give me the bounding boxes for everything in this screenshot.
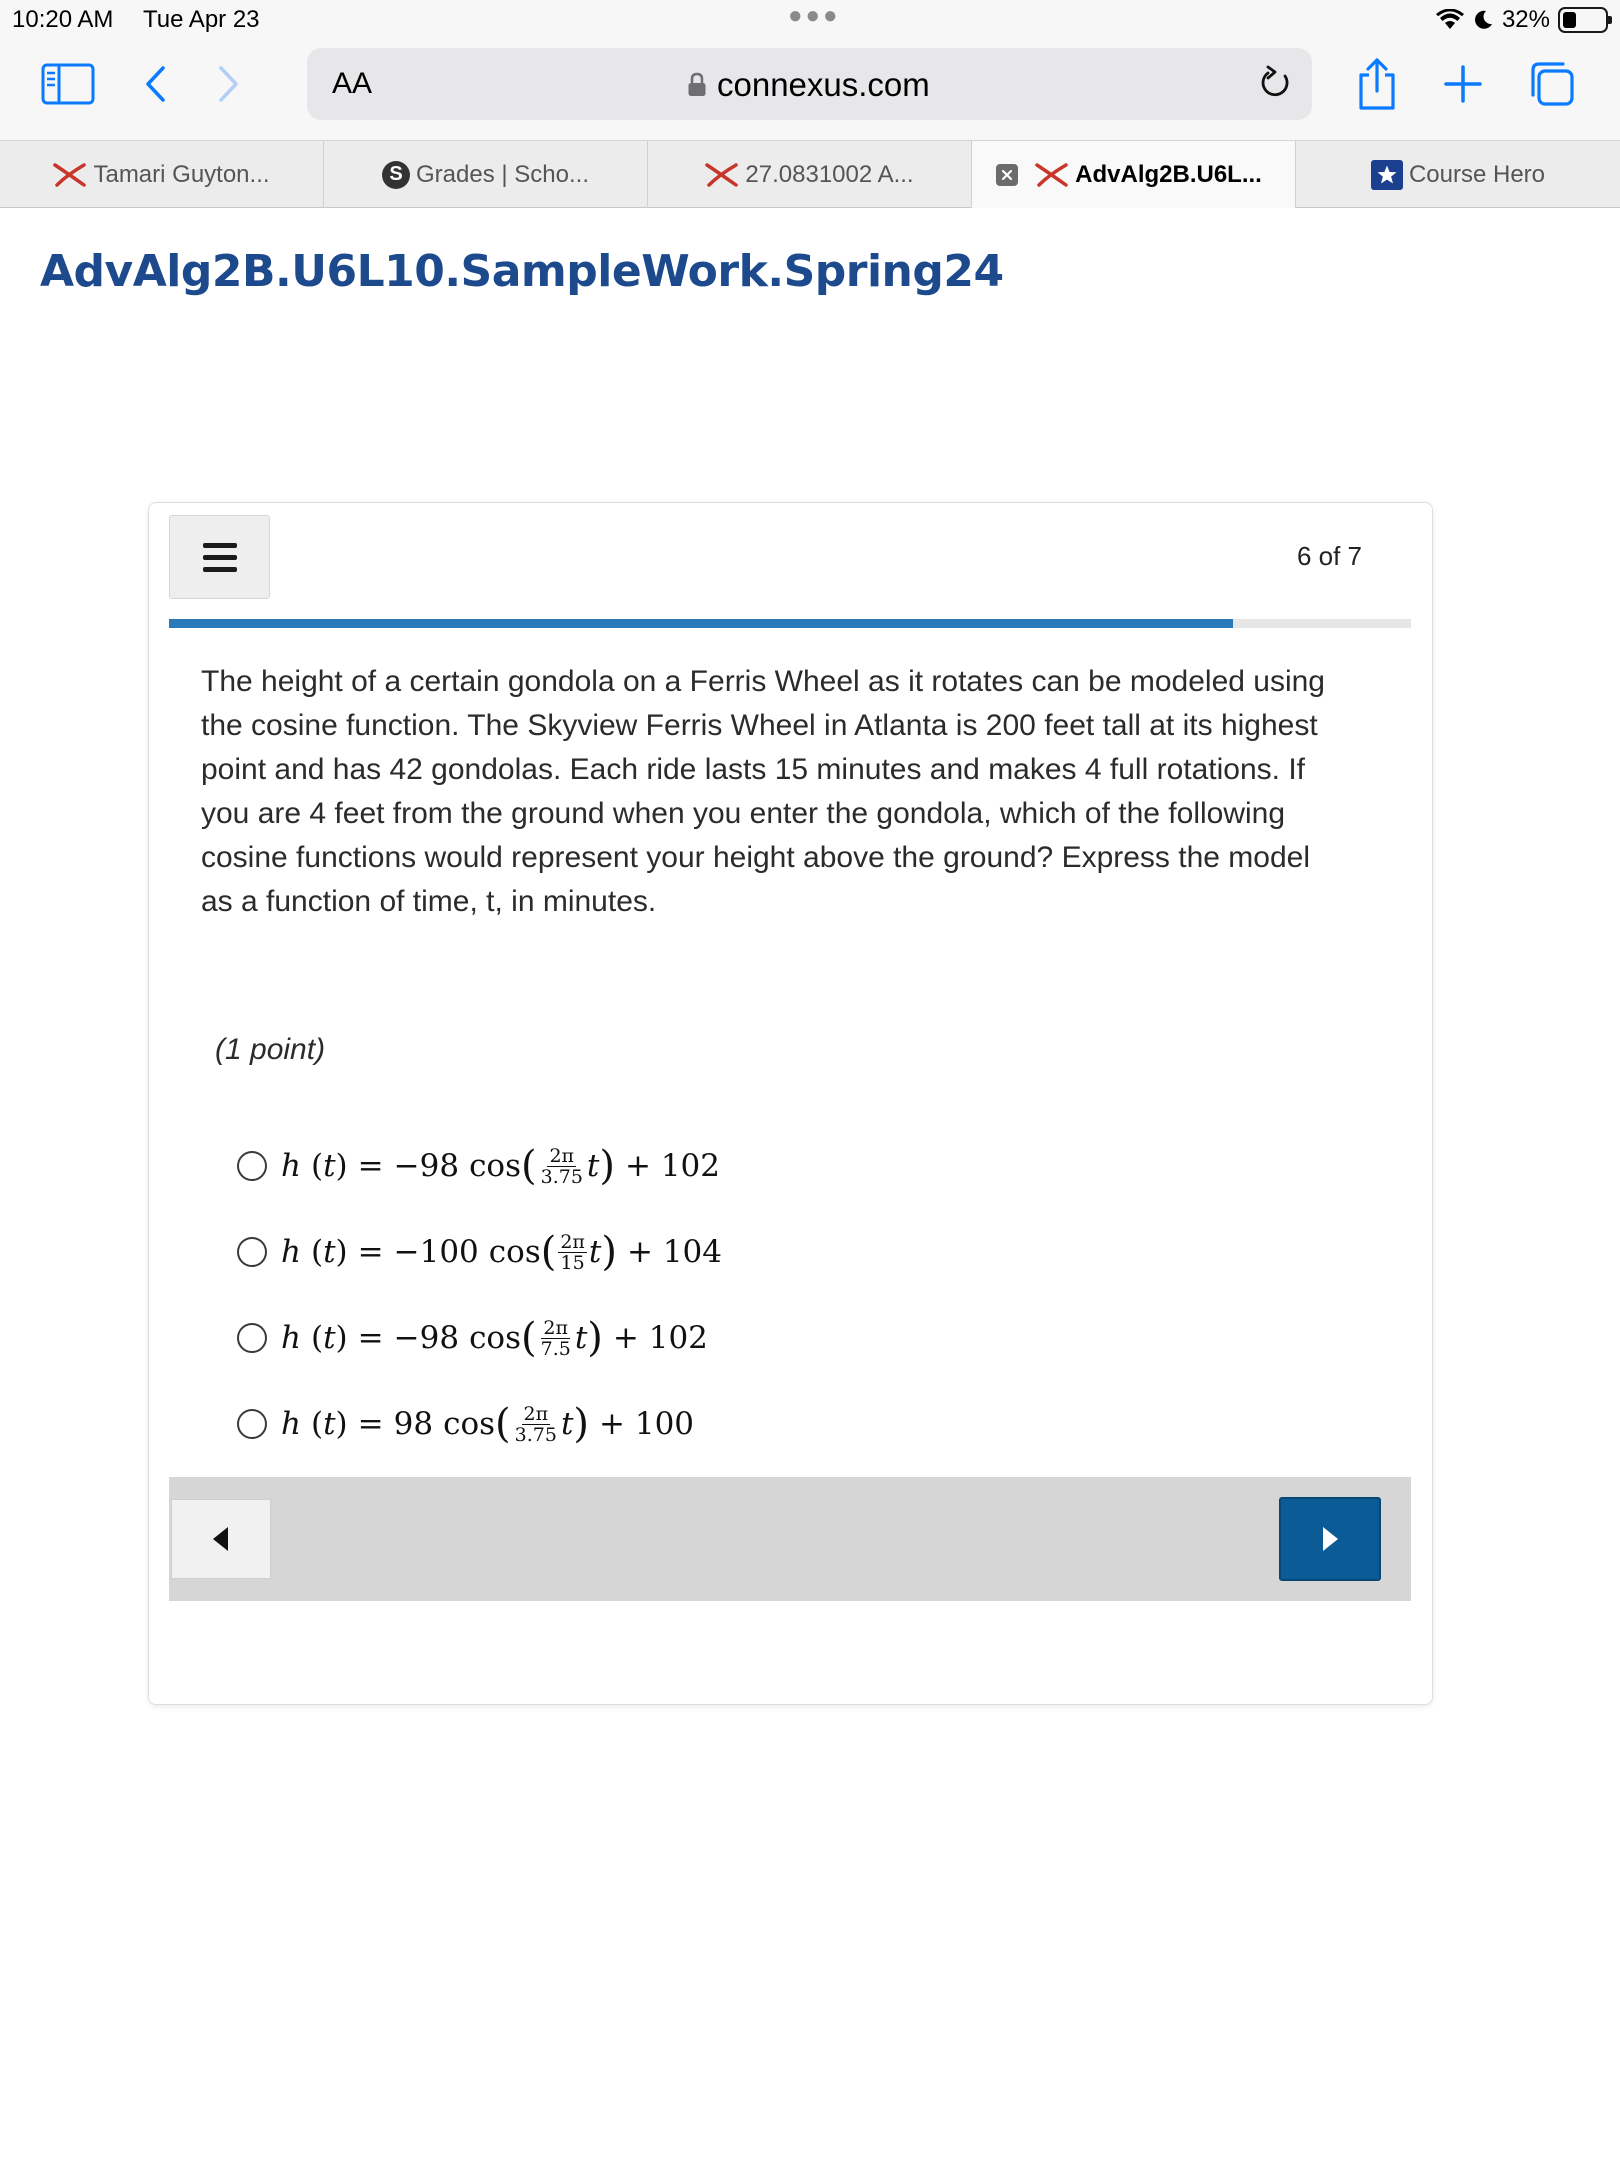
battery-fill: [1563, 12, 1576, 28]
connexus-x-icon: [53, 163, 87, 187]
progress-fill: [169, 619, 1233, 628]
lock-icon: [687, 72, 707, 98]
tab-27-0831002[interactable]: [648, 141, 972, 208]
fraction: [539, 1146, 585, 1187]
sidebar-toggle-icon[interactable]: [40, 61, 96, 107]
tab-course-hero[interactable]: [1296, 141, 1620, 208]
tab-label: AdvAlg2B.U6L...: [1075, 160, 1262, 188]
tab-label: Tamari Guyton...: [93, 160, 270, 188]
radio-button[interactable]: [237, 1151, 267, 1181]
vertical-offset: + 100: [599, 1406, 695, 1442]
radio-button[interactable]: [237, 1409, 267, 1439]
connexus-x-icon: [1035, 163, 1069, 187]
coefficient: −98: [393, 1320, 460, 1356]
trig-func: cos: [488, 1234, 541, 1270]
fn-name: h: [281, 1320, 301, 1356]
triangle-right-icon: [1320, 1526, 1340, 1552]
time-var: t: [588, 1234, 602, 1270]
vertical-offset: + 102: [612, 1320, 708, 1356]
fn-arg: t: [323, 1234, 336, 1270]
next-button[interactable]: [1279, 1497, 1381, 1581]
trig-func: cos: [469, 1148, 521, 1184]
status-time: 10:20 AM: [12, 6, 114, 33]
wifi-icon: [1436, 9, 1464, 31]
fraction-numerator: 2π: [560, 1230, 585, 1253]
fraction-numerator: 2π: [549, 1144, 575, 1167]
progress-bar: [169, 619, 1411, 628]
fraction-numerator: 2π: [543, 1316, 568, 1339]
status-indicators: [1436, 4, 1608, 36]
share-icon[interactable]: [1354, 56, 1400, 112]
question-text: The height of a certain gondola on a Ferris Wheel as it rotates can be modeled using the cosine function. The Skyview Ferris Wheel in Atlanta is 200 feet tall at its highest point and has 42 gondolas. Each ride lasts 15 minutes and makes 4 full rotations. If you are 4 feet from the ground when you enter the gondola, which of the following cosine functions would represent your height above the ground? Express the model as a function of time, t, in minutes.: [201, 665, 1325, 918]
reload-icon[interactable]: [1258, 64, 1294, 107]
time-var: t: [560, 1406, 574, 1442]
option-equation: h ( t ) = 98 cos ( $\frac{2\pi}{3.75}$ t ) + 100: [281, 1401, 695, 1447]
time-var: t: [586, 1148, 600, 1184]
url-display[interactable]: [687, 66, 930, 104]
fn-name: h: [281, 1148, 301, 1184]
connexus-x-icon: [705, 163, 739, 187]
forward-chevron-icon[interactable]: [212, 64, 246, 104]
vertical-offset: + 102: [625, 1148, 720, 1184]
trig-func: cos: [443, 1406, 496, 1442]
quiz-card: [148, 502, 1433, 1705]
page-title: AdvAlg2B.U6L10.SampleWork.Spring24: [40, 246, 1004, 297]
previous-button[interactable]: [171, 1499, 271, 1579]
option-equation: h ( t ) = −100 cos ( $\frac{2\pi}{15}$ t ) + 104: [281, 1229, 722, 1275]
status-date: Tue Apr 23: [143, 6, 260, 33]
new-tab-plus-icon[interactable]: [1440, 61, 1486, 107]
points-label: (1 point): [215, 1033, 326, 1066]
fn-arg: t: [323, 1406, 336, 1442]
fn-name: h: [281, 1406, 301, 1442]
fraction: [558, 1232, 587, 1273]
fraction-numerator: 2π: [523, 1402, 549, 1425]
fraction-denominator: 3.75: [540, 1165, 583, 1188]
page-count: 6 of 7: [1296, 541, 1362, 571]
fn-arg: t: [323, 1320, 336, 1356]
vertical-offset: + 104: [627, 1234, 722, 1270]
tab-close-icon[interactable]: [996, 164, 1018, 186]
coefficient: −100: [393, 1234, 479, 1270]
coefficient: −98: [393, 1148, 460, 1184]
fraction: [539, 1318, 573, 1359]
do-not-disturb-moon-icon: [1472, 9, 1494, 31]
question-nav-bar: [169, 1477, 1411, 1601]
coefficient: 98: [393, 1406, 434, 1442]
option-equation: h ( t ) = −98 cos ( $\frac{2\pi}{7.5}$ t ) + 102: [281, 1315, 708, 1361]
answer-option-2[interactable]: [237, 1209, 722, 1295]
answer-options: [237, 1123, 722, 1467]
url-text: connexus.com: [717, 66, 930, 103]
time-var: t: [574, 1320, 588, 1356]
fraction-denominator: 7.5: [540, 1337, 571, 1360]
tab-label: Course Hero: [1408, 160, 1546, 188]
course-hero-star-icon: [1371, 160, 1403, 190]
answer-option-4[interactable]: [237, 1381, 722, 1467]
battery-percent: 32%: [1501, 6, 1550, 33]
radio-button[interactable]: [237, 1323, 267, 1353]
trig-func: cos: [469, 1320, 521, 1356]
fn-arg: t: [323, 1148, 336, 1184]
option-equation: h ( t ) = −98 cos ( $\frac{2\pi}{3.75}$ t ) + 102: [281, 1143, 720, 1189]
fn-name: h: [281, 1234, 301, 1270]
reader-options-button[interactable]: AA: [332, 67, 373, 100]
tab-overview-icon[interactable]: [1526, 60, 1576, 108]
fraction-denominator: 15: [560, 1251, 585, 1274]
fraction: [513, 1404, 559, 1445]
address-bar[interactable]: [307, 48, 1312, 120]
answer-option-1[interactable]: [237, 1123, 722, 1209]
menu-hamburger-icon[interactable]: [169, 515, 270, 599]
tab-grades-schoology[interactable]: [324, 141, 648, 208]
battery-icon: [1558, 7, 1608, 33]
tab-bar: [0, 140, 1620, 208]
fraction-denominator: 3.75: [514, 1423, 557, 1446]
tab-label: 27.0831002 A...: [745, 160, 914, 188]
schoology-icon: S: [382, 161, 410, 189]
triangle-left-icon: [211, 1526, 231, 1552]
answer-option-3[interactable]: [237, 1295, 722, 1381]
back-chevron-icon[interactable]: [138, 64, 172, 104]
tab-label: Grades | Scho...: [416, 160, 589, 188]
multitasking-dots-icon[interactable]: ●●●: [788, 2, 841, 29]
status-bar: [0, 0, 1620, 40]
tab-tamari-guyton[interactable]: [0, 141, 324, 208]
tab-advalg2b-active[interactable]: [972, 141, 1296, 208]
radio-button[interactable]: [237, 1237, 267, 1267]
